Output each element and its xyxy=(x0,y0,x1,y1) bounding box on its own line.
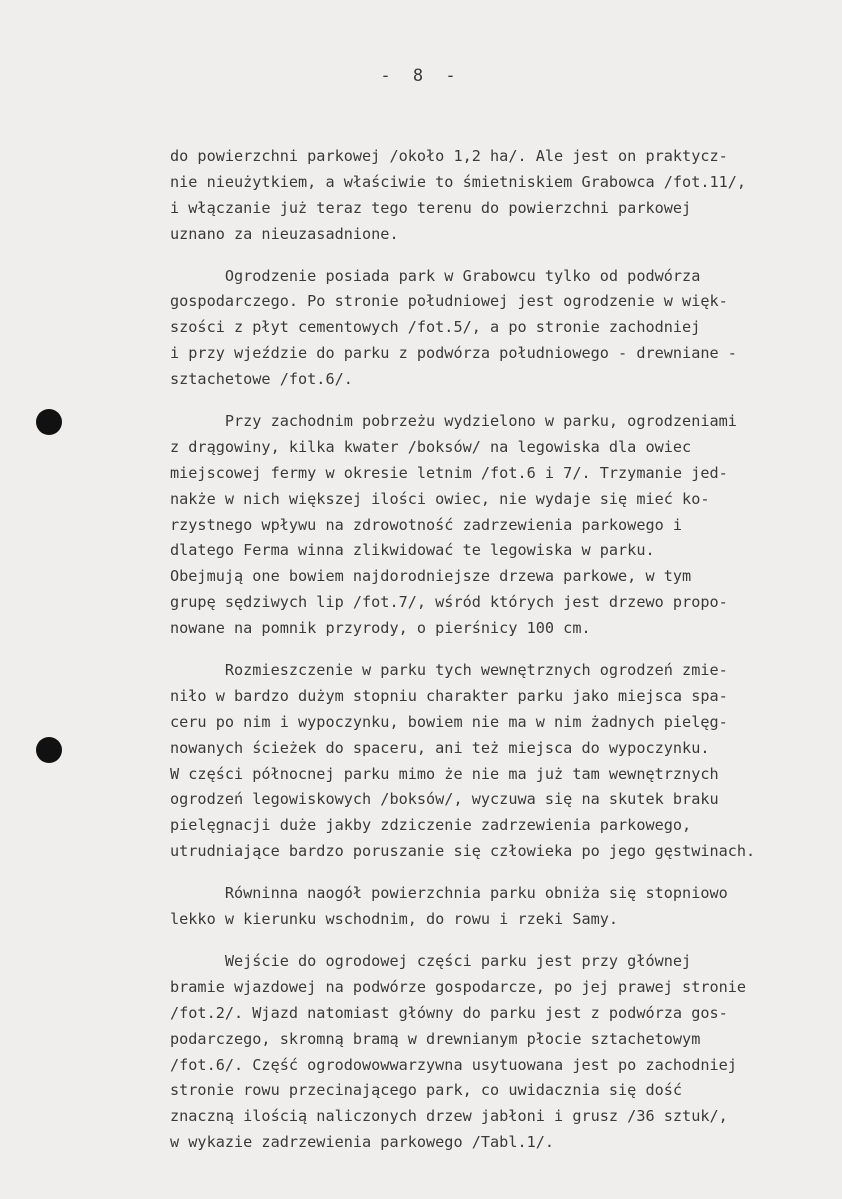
text-line: /fot.6/. Część ogrodowowwarzywna usytuowana jest po zachodniej xyxy=(170,1055,737,1074)
text-line: grupę sędziwych lip /fot.7/, wśród których jest drzewo propo- xyxy=(170,593,728,612)
paragraph xyxy=(170,881,820,933)
text-line: i przy wjeździe do parku z podwórza południowego - drewniane - xyxy=(170,344,737,363)
text-line: znaczną ilością naliczonych drzew jabłoni i grusz /36 sztuk/, xyxy=(170,1107,728,1126)
text-line: nie nieużytkiem, a właściwie to śmietniskiem Grabowca /fot.11/, xyxy=(170,172,747,191)
paragraph xyxy=(170,658,820,865)
text-line: podarczego, skromną bramą w drewnianym płocie sztachetowym xyxy=(170,1029,701,1048)
text-line: nakże w nich większej ilości owiec, nie wydaje się mieć ko- xyxy=(170,489,710,508)
text-line: W części północnej parku mimo że nie ma już tam wewnętrznych xyxy=(170,764,719,783)
text-line: i włączanie już teraz tego terenu do powierzchni parkowej xyxy=(170,198,692,217)
text-line: bramie wjazdowej na podwórze gospodarcze, po jej prawej stronie xyxy=(170,977,747,996)
paragraph xyxy=(170,264,820,393)
text-line: lekko w kierunku wschodnim, do rowu i rzeki Samy. xyxy=(170,910,619,929)
text-line: Rozmieszczenie w parku tych wewnętrznych ogrodzeń zmie- xyxy=(170,661,728,680)
paragraph-gap xyxy=(170,393,820,409)
paragraph xyxy=(170,144,820,248)
text-line: pielęgnacji duże jakby zdziczenie zadrzewienia parkowego, xyxy=(170,816,692,835)
text-line: utrudniające bardzo poruszanie się człowieka po jego gęstwinach. xyxy=(170,842,756,861)
punch-hole-bottom xyxy=(36,737,62,763)
text-line: szości z płyt cementowych /fot.5/, a po stronie zachodniej xyxy=(170,318,701,337)
text-line: sztachetowe /fot.6/. xyxy=(170,370,353,389)
text-line: ceru po nim i wypoczynku, bowiem nie ma w nim żadnych pielęg- xyxy=(170,712,728,731)
body-text xyxy=(170,144,820,1156)
text-line: Ogrodzenie posiada park w Grabowcu tylko od podwórza xyxy=(170,266,701,285)
paragraph-gap xyxy=(170,642,820,658)
paragraph-gap xyxy=(170,865,820,881)
text-line: gospodarczego. Po stronie południowej jest ogrodzenie w więk- xyxy=(170,292,728,311)
text-line: Przy zachodnim pobrzeżu wydzielono w parku, ogrodzeniami xyxy=(170,412,737,431)
text-line: Równinna naogół powierzchnia parku obniża się stopniowo xyxy=(170,884,728,903)
paragraph xyxy=(170,949,820,1156)
text-line: w wykazie zadrzewienia parkowego /Tabl.1/. xyxy=(170,1133,555,1152)
text-line: z drągowiny, kilka kwater /boksów/ na legowiska dla owiec xyxy=(170,437,692,456)
paragraph xyxy=(170,409,820,642)
paragraph-gap xyxy=(170,933,820,949)
text-line: uznano za nieuzasadnione. xyxy=(170,224,399,243)
paragraph-gap xyxy=(170,248,820,264)
text-line: stronie rowu przecinającego park, co uwidacznia się dość xyxy=(170,1081,683,1100)
text-line: Wejście do ogrodowej części parku jest przy głównej xyxy=(170,951,692,970)
text-line: nowane na pomnik przyrody, o pierśnicy 100 cm. xyxy=(170,619,591,638)
text-line: /fot.2/. Wjazd natomiast główny do parku jest z podwórza gos- xyxy=(170,1003,728,1022)
text-line: niło w bardzo dużym stopniu charakter parku jako miejsca spa- xyxy=(170,686,728,705)
punch-hole-top xyxy=(36,409,62,435)
text-line: ogrodzeń legowiskowych /boksów/, wyczuwa się na skutek braku xyxy=(170,790,719,809)
text-line: do powierzchni parkowej /około 1,2 ha/. Ale jest on praktycz- xyxy=(170,147,728,165)
text-line: nowanych ścieżek do spaceru, ani też miejsca do wypoczynku. xyxy=(170,738,710,757)
text-line: Obejmują one bowiem najdorodniejsze drzewa parkowe, w tym xyxy=(170,567,692,586)
page-number: - 8 - xyxy=(380,66,462,86)
text-line: dlatego Ferma winna zlikwidować te legowiska w parku. xyxy=(170,541,655,560)
text-line: miejscowej fermy w okresie letnim /fot.6 i 7/. Trzymanie jed- xyxy=(170,463,728,482)
text-line: rzystnego wpływu na zdrowotność zadrzewienia parkowego i xyxy=(170,515,683,534)
